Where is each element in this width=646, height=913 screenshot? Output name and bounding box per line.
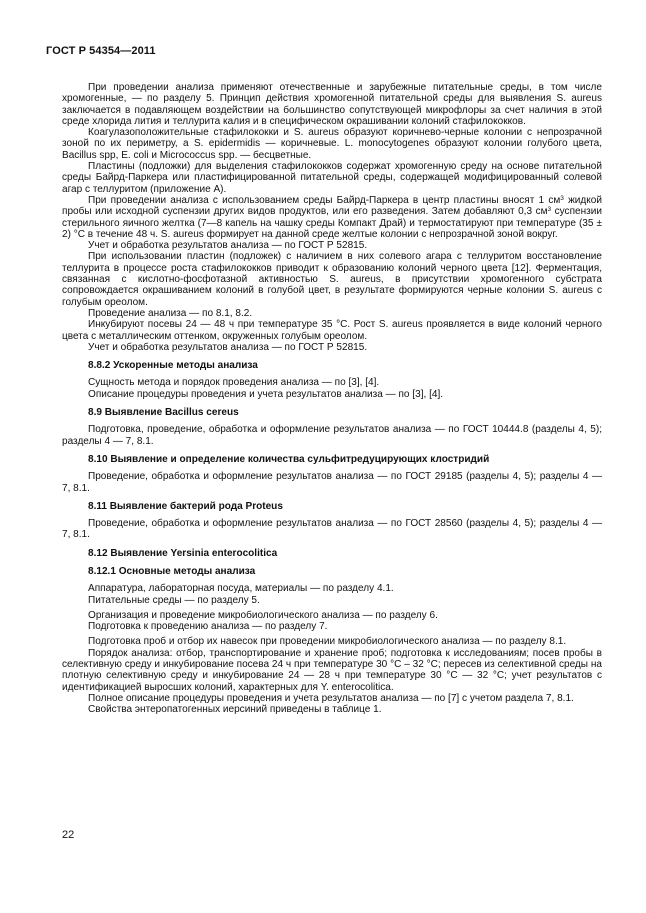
paragraph: При проведении анализа применяют отечественные и зарубежные питательные среды, в том числе хромогенные, — по разделу 5. Принцип действия хромогенной питательной среды для выявления S. aureus заключается в подавляющем воздействии на большинство сопутствующей микрофлоры за счет наличия в этой среде хлорида лития и теллурита калия и в специфическом окрашивании колоний стафилококков. [62,82,602,127]
section-heading: 8.10 Выявление и определение количества сульфитредуцирующих клостридий [88,453,490,465]
paragraph [62,195,602,240]
superscript: 3 [547,206,552,214]
paragraph: Питательные среды — по разделу 5. [88,594,260,606]
paragraph: Полное описание процедуры проведения и учета результатов анализа — по [7] с учетом раздела 7, 8.1. [88,692,574,704]
paragraph-text: жидкой пробы или исходной суспензии других видов продуктов, или его разведения. Затем добавляют 0,3 см [62,194,602,218]
paragraph: Проведение, обработка и оформление результатов анализа — по ГОСТ 28560 (разделы 4, 5); разделы 4 — 7, 8.1. [62,518,602,541]
subsection-heading: 8.12.1 Основные методы анализа [88,565,256,577]
section-heading: 8.8.2 Ускоренные методы анализа [88,360,258,372]
paragraph: Проведение анализа — по 8.1, 8.2. [88,307,253,319]
paragraph-text: При проведении анализа с использованием среды Байрд-Паркера в центр пластины вносят 1 см [88,194,561,206]
section-heading: 8.9 Выявление Bacillus cereus [88,407,239,419]
page-number: 22 [62,829,75,841]
paragraph: Коагулазоположительные стафилококки и S. aureus образуют коричнево-черные колонии с непрозрачной зоной по их периметру, а S. epidermidis — коричневые. L. monocytogenes образуют колонии голубого цвета, Bacillus spp, E. coli и Micrococcus spp. — бесцветные. [62,127,602,161]
paragraph: Учет и обработка результатов анализа — по ГОСТ Р 52815. [88,341,368,353]
paragraph: Пластины (подложки) для выделения стафилококков содержат хромогенную среду на основе питательной среды Байрд-Паркера или пластифицированной питательной среды, содержащей модифицированный солевой агар с теллуритом (приложение А). [62,161,602,195]
paragraph: Описание процедуры проведения и учета результатов анализа — по [3], [4]. [88,388,444,400]
paragraph: Подготовка к проведению анализа — по разделу 7. [88,621,328,633]
document-body [62,82,602,716]
paragraph: Инкубируют посевы 24 — 48 ч при температуре 35 °С. Рост S. aureus проявляется в виде колоний черного цвета с металлическим оттенком, окруженных голубым ореолом. [62,319,602,342]
paragraph: Порядок анализа: отбор, транспортирование и хранение проб; подготовка к исследованиям; посев пробы в селективную среду и инкубирование посева 24 ч при температуре 30 °С – 32 °С; пересев из селективной среды на плотную селективную среду и инкубирование 24 — 28 ч при температуре 30 °С — 32 °С; учет результатов с идентификацией выросших колоний, характерных для Y. enterocolitica. [62,647,602,693]
paragraph: Подготовка проб и отбор их навесок при проведении микробиологического анализа — по разделу 8.1. [88,636,567,648]
paragraph: Учет и обработка результатов анализа — по ГОСТ Р 52815. [88,240,368,252]
section-heading: 8.12 Выявление Yersinia enterocolitica [88,547,278,559]
paragraph-text: суспензии стерильного яичного желтка (7—8 капель на чашку среды Компакт Драй) и термостатируют при температуре (35 ± 2) °С в течение 48 ч. S. aureus формирует на данной среде желтые колонии с непрозрачной зоной вокруг. [62,206,602,240]
paragraph: Организация и проведение микробиологического анализа — по разделу 6. [88,609,438,621]
section-heading: 8.11 Выявление бактерий рода Proteus [88,500,283,512]
paragraph: Проведение, обработка и оформление результатов анализа — по ГОСТ 29185 (разделы 4, 5); разделы 4 — 7, 8.1. [62,471,602,494]
paragraph: Аппаратура, лабораторная посуда, материалы — по разделу 4.1. [88,583,394,595]
paragraph: Свойства энтеропатогенных иерсиний приведены в таблице 1. [88,704,382,716]
paragraph: Сущность метода и порядок проведения анализа — по [3], [4]. [88,377,380,389]
superscript: 3 [560,194,564,202]
document-header: ГОСТ Р 54354—2011 [46,45,156,57]
paragraph: Подготовка, проведение, обработка и оформление результатов анализа — по ГОСТ 10444.8 (разделы 4, 5); разделы 4 — 7, 8.1. [62,424,602,447]
paragraph: При использовании пластин (подложек) с наличием в них солевого агара с теллуритом восстановление теллурита в процессе роста стафилококков приводит к образованию колоний черного цвета [12]. Ферментация, связанная с кислотно-фосфотазной активностью S. aureus, в присутствии хромогенного субстрата сопровождается окрашиванием колоний в голубой цвет, в результате формируются черные колонии S. aureus с голубым ореолом. [62,251,602,308]
